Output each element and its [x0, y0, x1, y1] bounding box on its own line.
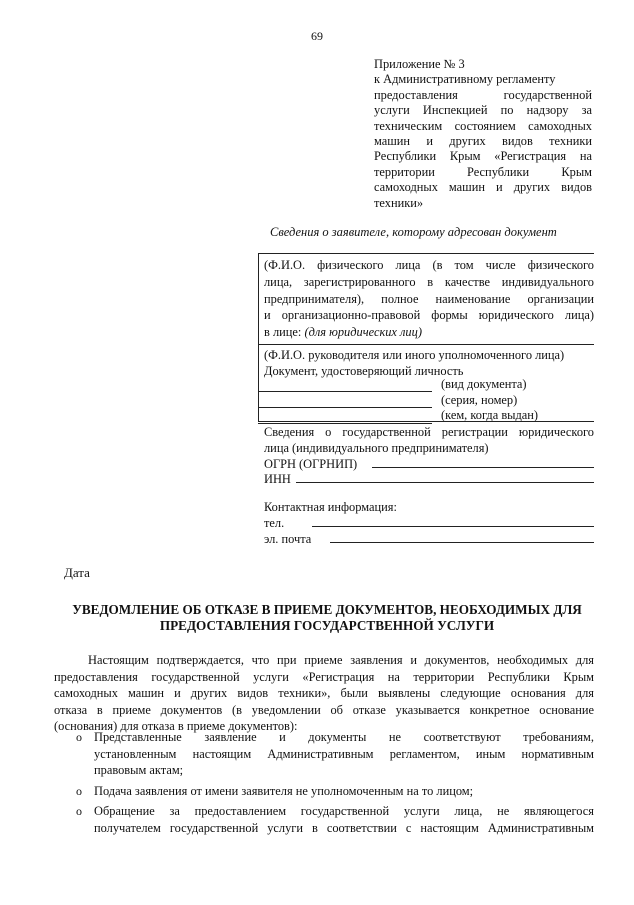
appendix-line: Приложение № 3: [374, 57, 465, 71]
registration-line: [258, 421, 594, 422]
registration-caption-2: лица (индивидуального предпринимателя): [264, 441, 489, 455]
document-series-field: [258, 407, 432, 408]
reason-line: Обращение за предоставлением государственной услуги лица, не являющегося: [94, 804, 594, 819]
intro-line: отказа в приеме документов (в уведомлении об отказе указывается конкретное основание: [54, 702, 594, 717]
fio-line-text: (Ф.И.О. физического лица (в том числе физического: [264, 258, 594, 272]
list-item: [74, 783, 594, 800]
intro-line: (основания) для отказа в приеме документов):: [54, 719, 298, 734]
form-vertical-rule: [258, 253, 259, 421]
reason-line: получателем государственной услуги в соответствии с настоящим Административным: [94, 820, 594, 835]
appendix-line: услуги Инспекцией по надзору за: [374, 103, 592, 118]
fio-line-text: лица, зарегистрированного в качестве индивидуального: [264, 274, 594, 289]
document-issued-field: [258, 423, 432, 424]
contacts-title: Контактная информация:: [264, 500, 397, 514]
notice-title: [40, 602, 614, 634]
notice-title-line: УВЕДОМЛЕНИЕ ОБ ОТКАЗЕ В ПРИЕМЕ ДОКУМЕНТОВ, НЕОБХОДИМЫХ ДЛЯ: [72, 602, 582, 617]
intro-line: самоходных машин и других видов техники», были выявлены следующие основания для: [54, 686, 594, 701]
page-number: 69: [311, 29, 323, 43]
registration-caption: Сведения о государственной регистрации юридического: [264, 425, 594, 439]
reason-line: Подача заявления от имени заявителя не уполномоченным на то лицом;: [94, 783, 474, 798]
fio-line: [258, 253, 594, 254]
reason-line: установленным настоящим Административным регламентом, иным нормативным: [94, 746, 594, 761]
document-issued-label: (кем, когда выдан): [441, 408, 539, 422]
fio-line-text: предпринимателя), полное наименование организации: [264, 291, 594, 306]
list-item: [74, 803, 594, 836]
intro-paragraph: [54, 652, 594, 735]
appendix-header: [374, 57, 592, 211]
notice-title-line: ПРЕДОСТАВЛЕНИЯ ГОСУДАРСТВЕННОЙ УСЛУГИ: [159, 618, 495, 633]
id-document-caption: Документ, удостоверяющий личность: [264, 364, 464, 378]
refusal-reasons-list: [74, 729, 594, 837]
circle-bullet-icon: o: [76, 730, 82, 744]
intro-line: Настоящим подтверждается, что при приеме заявления и документов, необходимых для: [88, 653, 594, 667]
document-type-field: [258, 391, 432, 392]
inn-field: [296, 482, 594, 483]
appendix-line: территории Республики Крым: [374, 164, 592, 179]
appendix-line: самоходных машин и других видов: [374, 180, 592, 195]
circle-bullet-icon: o: [76, 804, 82, 819]
fio-line-text: и организационно-правовой формы юридического лица): [264, 308, 594, 323]
circle-bullet-icon: o: [76, 783, 82, 798]
phone-field: [312, 526, 594, 527]
inn-label: ИНН: [264, 472, 291, 486]
in-person-line: [264, 324, 594, 341]
list-item: [74, 729, 594, 779]
appendix-line: предоставления государственной: [374, 87, 592, 102]
ogrn-label: ОГРН (ОГРНИП): [264, 457, 358, 471]
email-field: [330, 542, 594, 543]
applicant-caption: Сведения о заявителе, которому адресован документ: [270, 225, 557, 239]
appendix-line: машин и других видов техники: [374, 134, 592, 149]
reason-line: Представленные заявление и документы не соответствуют требованиям,: [94, 730, 594, 744]
appendix-line: Республики Крым «Регистрация на: [374, 149, 592, 164]
date-label: Дата: [64, 565, 90, 580]
ogrn-field: [372, 467, 594, 468]
intro-line: предоставления государственной услуги «Регистрация на территории Республики Крым: [54, 669, 594, 684]
head-line: [258, 344, 594, 345]
in-person-label: в лице:: [264, 325, 302, 340]
appendix-line: техническим состоянием самоходных: [374, 118, 592, 133]
legal-entity-note: (для юридических лиц): [304, 325, 422, 340]
applicant-fio-block: [264, 257, 594, 341]
head-fio-caption: (Ф.И.О. руководителя или иного уполномоченного лица): [264, 348, 565, 362]
appendix-line: техники»: [374, 195, 424, 210]
appendix-line: к Административному регламенту: [374, 72, 556, 87]
document-type-label: (вид документа): [441, 377, 527, 391]
document-series-label: (серия, номер): [441, 393, 518, 407]
email-label: эл. почта: [264, 532, 312, 546]
phone-label: тел.: [264, 516, 285, 530]
reason-line: правовым актам;: [94, 763, 184, 778]
